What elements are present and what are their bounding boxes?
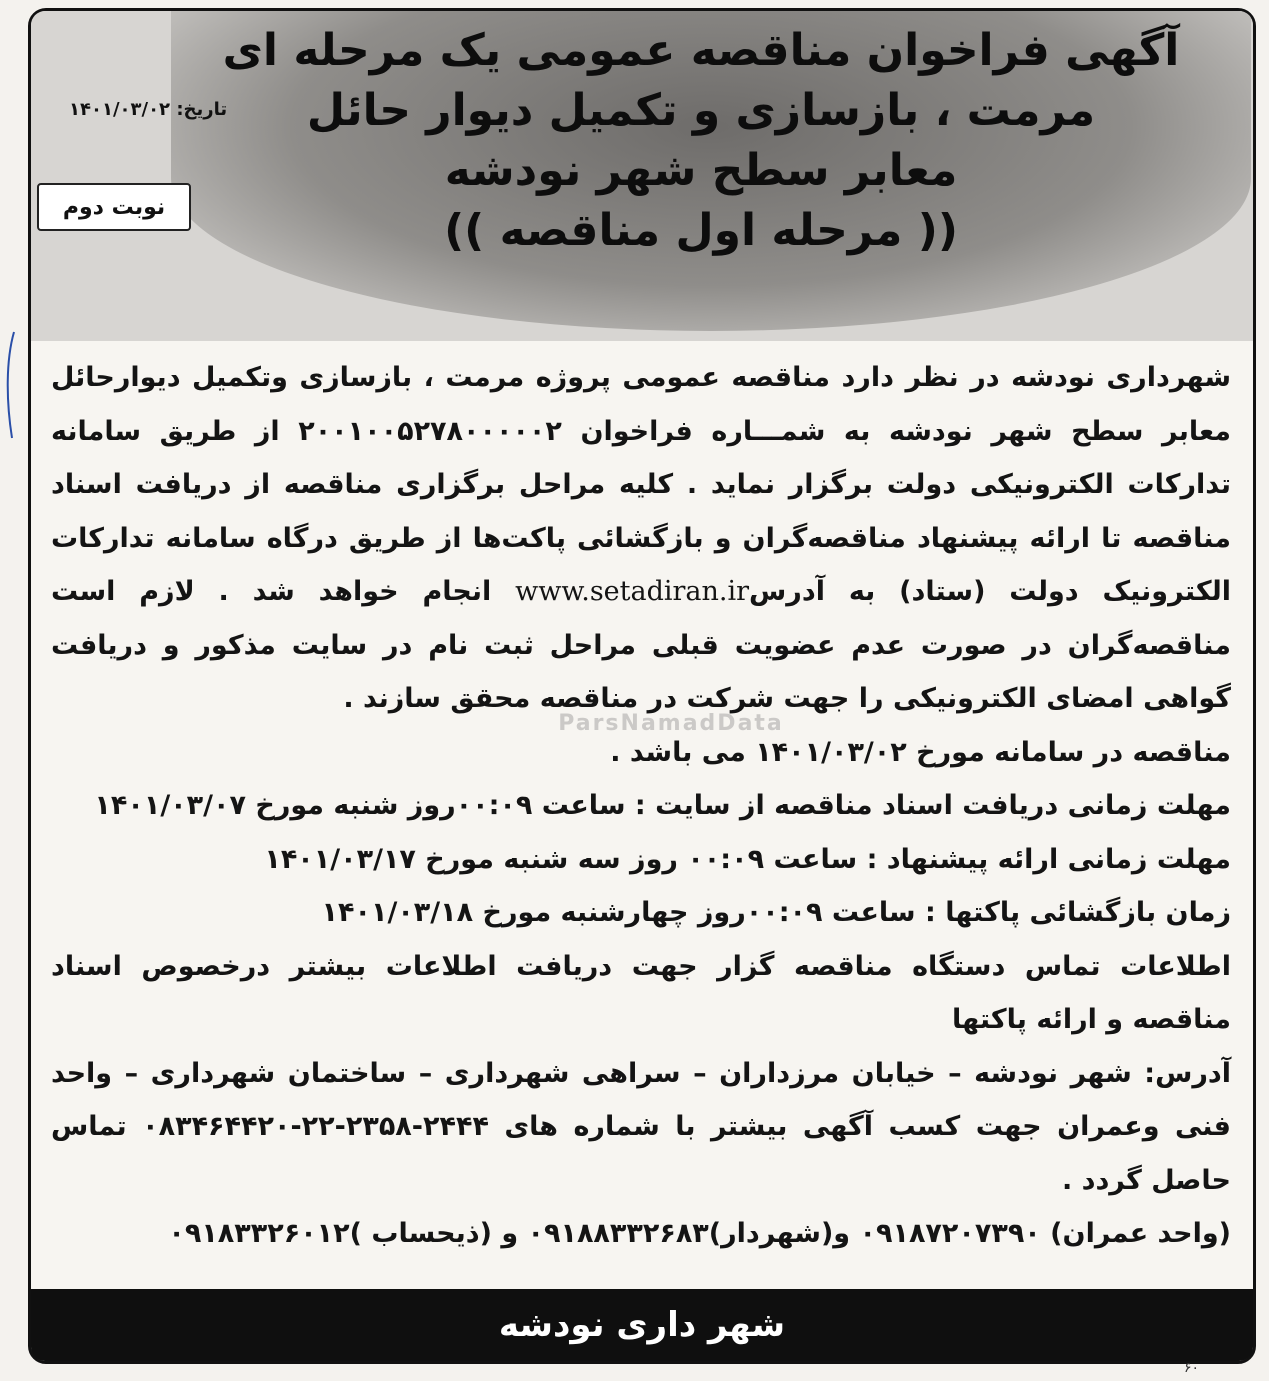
title-line-4: (( مرحله اول مناقصه )) [444, 205, 958, 256]
intro-text: شهرداری نودشه در نظر دارد مناقصه عمومی پروژه مرمت ، بازسازی وتکمیل دیوارحائل معابر سطح شهر نودشه به شمـــاره فراخوان ۲۰۰۱۰۰۵۲۷۸۰۰۰۰۰۲ از طریق سامانه تدارکات الکترونیکی دولت برگزار نماید . کلیه مراحل برگزاری مناقصه از دریافت اسناد مناقصه تا ارائه پیشنهاد مناقصه‌گران و بازگشائی پاکت‌ها از طریق درگاه سامانه تدارکات الکترونیک دولت (ستاد) به آدرس [51, 362, 1231, 607]
margin-pen-mark [2, 330, 18, 440]
paragraph-contact-info: اطلاعات تماس دستگاه مناقصه گزار جهت دریافت اطلاعات بیشتر درخصوص اسناد مناقصه و ارائه پاکتها [51, 950, 1231, 1035]
footer-band [31, 1289, 1253, 1361]
page-number: ۶۰ [1184, 1360, 1200, 1376]
notice-body [51, 351, 1231, 1261]
notice-frame [28, 8, 1256, 1364]
title-line-1: آگهی فراخوان مناقصه عمومی یک مرحله ای [222, 25, 1180, 76]
title-line-3: معابر سطح شهر نودشه [444, 145, 958, 196]
setad-url: www.setadiran.ir [515, 576, 750, 607]
notice-title [211, 21, 1191, 261]
paragraph-intro [51, 351, 1231, 726]
paragraph-address: آدرس: شهر نودشه – خیابان مرزداران – سراهی شهرداری – ساختمان شهرداری – واحد فنی وعمران جهت کسب آگهی بیشتر با شماره های ۲۴۴۴-۲۳۵۸-۲۲-۰۸۳۴۶۴۴۲۰ تماس حاصل گردد . [51, 1057, 1231, 1196]
round-badge: نوبت دوم [37, 183, 191, 231]
header-band [31, 11, 1253, 341]
watermark-text: ParsNamadData [558, 711, 784, 736]
paragraph-opening: زمان بازگشائی پاکتها : ساعت ۰۰:۰۹روز چهارشنبه مورخ ۱۴۰۱/۰۳/۱۸ [321, 897, 1231, 928]
notice-date: تاریخ: ۱۴۰۱/۰۳/۰۲ [69, 99, 228, 120]
paragraph-phones: (واحد عمران) ۰۹۱۸۷۲۰۷۳۹۰ و(شهردار)۰۹۱۸۸۳۳۲۶۸۳ و (ذیحساب )۰۹۱۸۳۳۲۶۰۱۲ [168, 1218, 1231, 1249]
paragraph-date: مناقصه در سامانه مورخ ۱۴۰۱/۰۳/۰۲ می باشد . [610, 736, 1231, 768]
title-line-2: مرمت ، بازسازی و تکمیل دیوار حائل [306, 85, 1096, 136]
paragraph-bid-deadline: مهلت زمانی ارائه پیشنهاد : ساعت ۰۰:۰۹ روز سه شنبه مورخ ۱۴۰۱/۰۳/۱۷ [264, 843, 1231, 875]
intro-text-cont: انجام خواهد شد . لازم است مناقصه‌گران در صورت عدم عضویت قبلی مراحل ثبت نام در سایت مذکور و دریافت گواهی امضای الکترونیکی را جهت شرکت در مناقصه محقق سازند . [51, 576, 1231, 714]
paragraph-doc-deadline: مهلت زمانی دریافت اسناد مناقصه از سایت : ساعت ۰۰:۰۹روز شنبه مورخ ۱۴۰۱/۰۳/۰۷ [94, 790, 1231, 821]
footer-label: شهر داری نودشه [498, 1305, 786, 1345]
